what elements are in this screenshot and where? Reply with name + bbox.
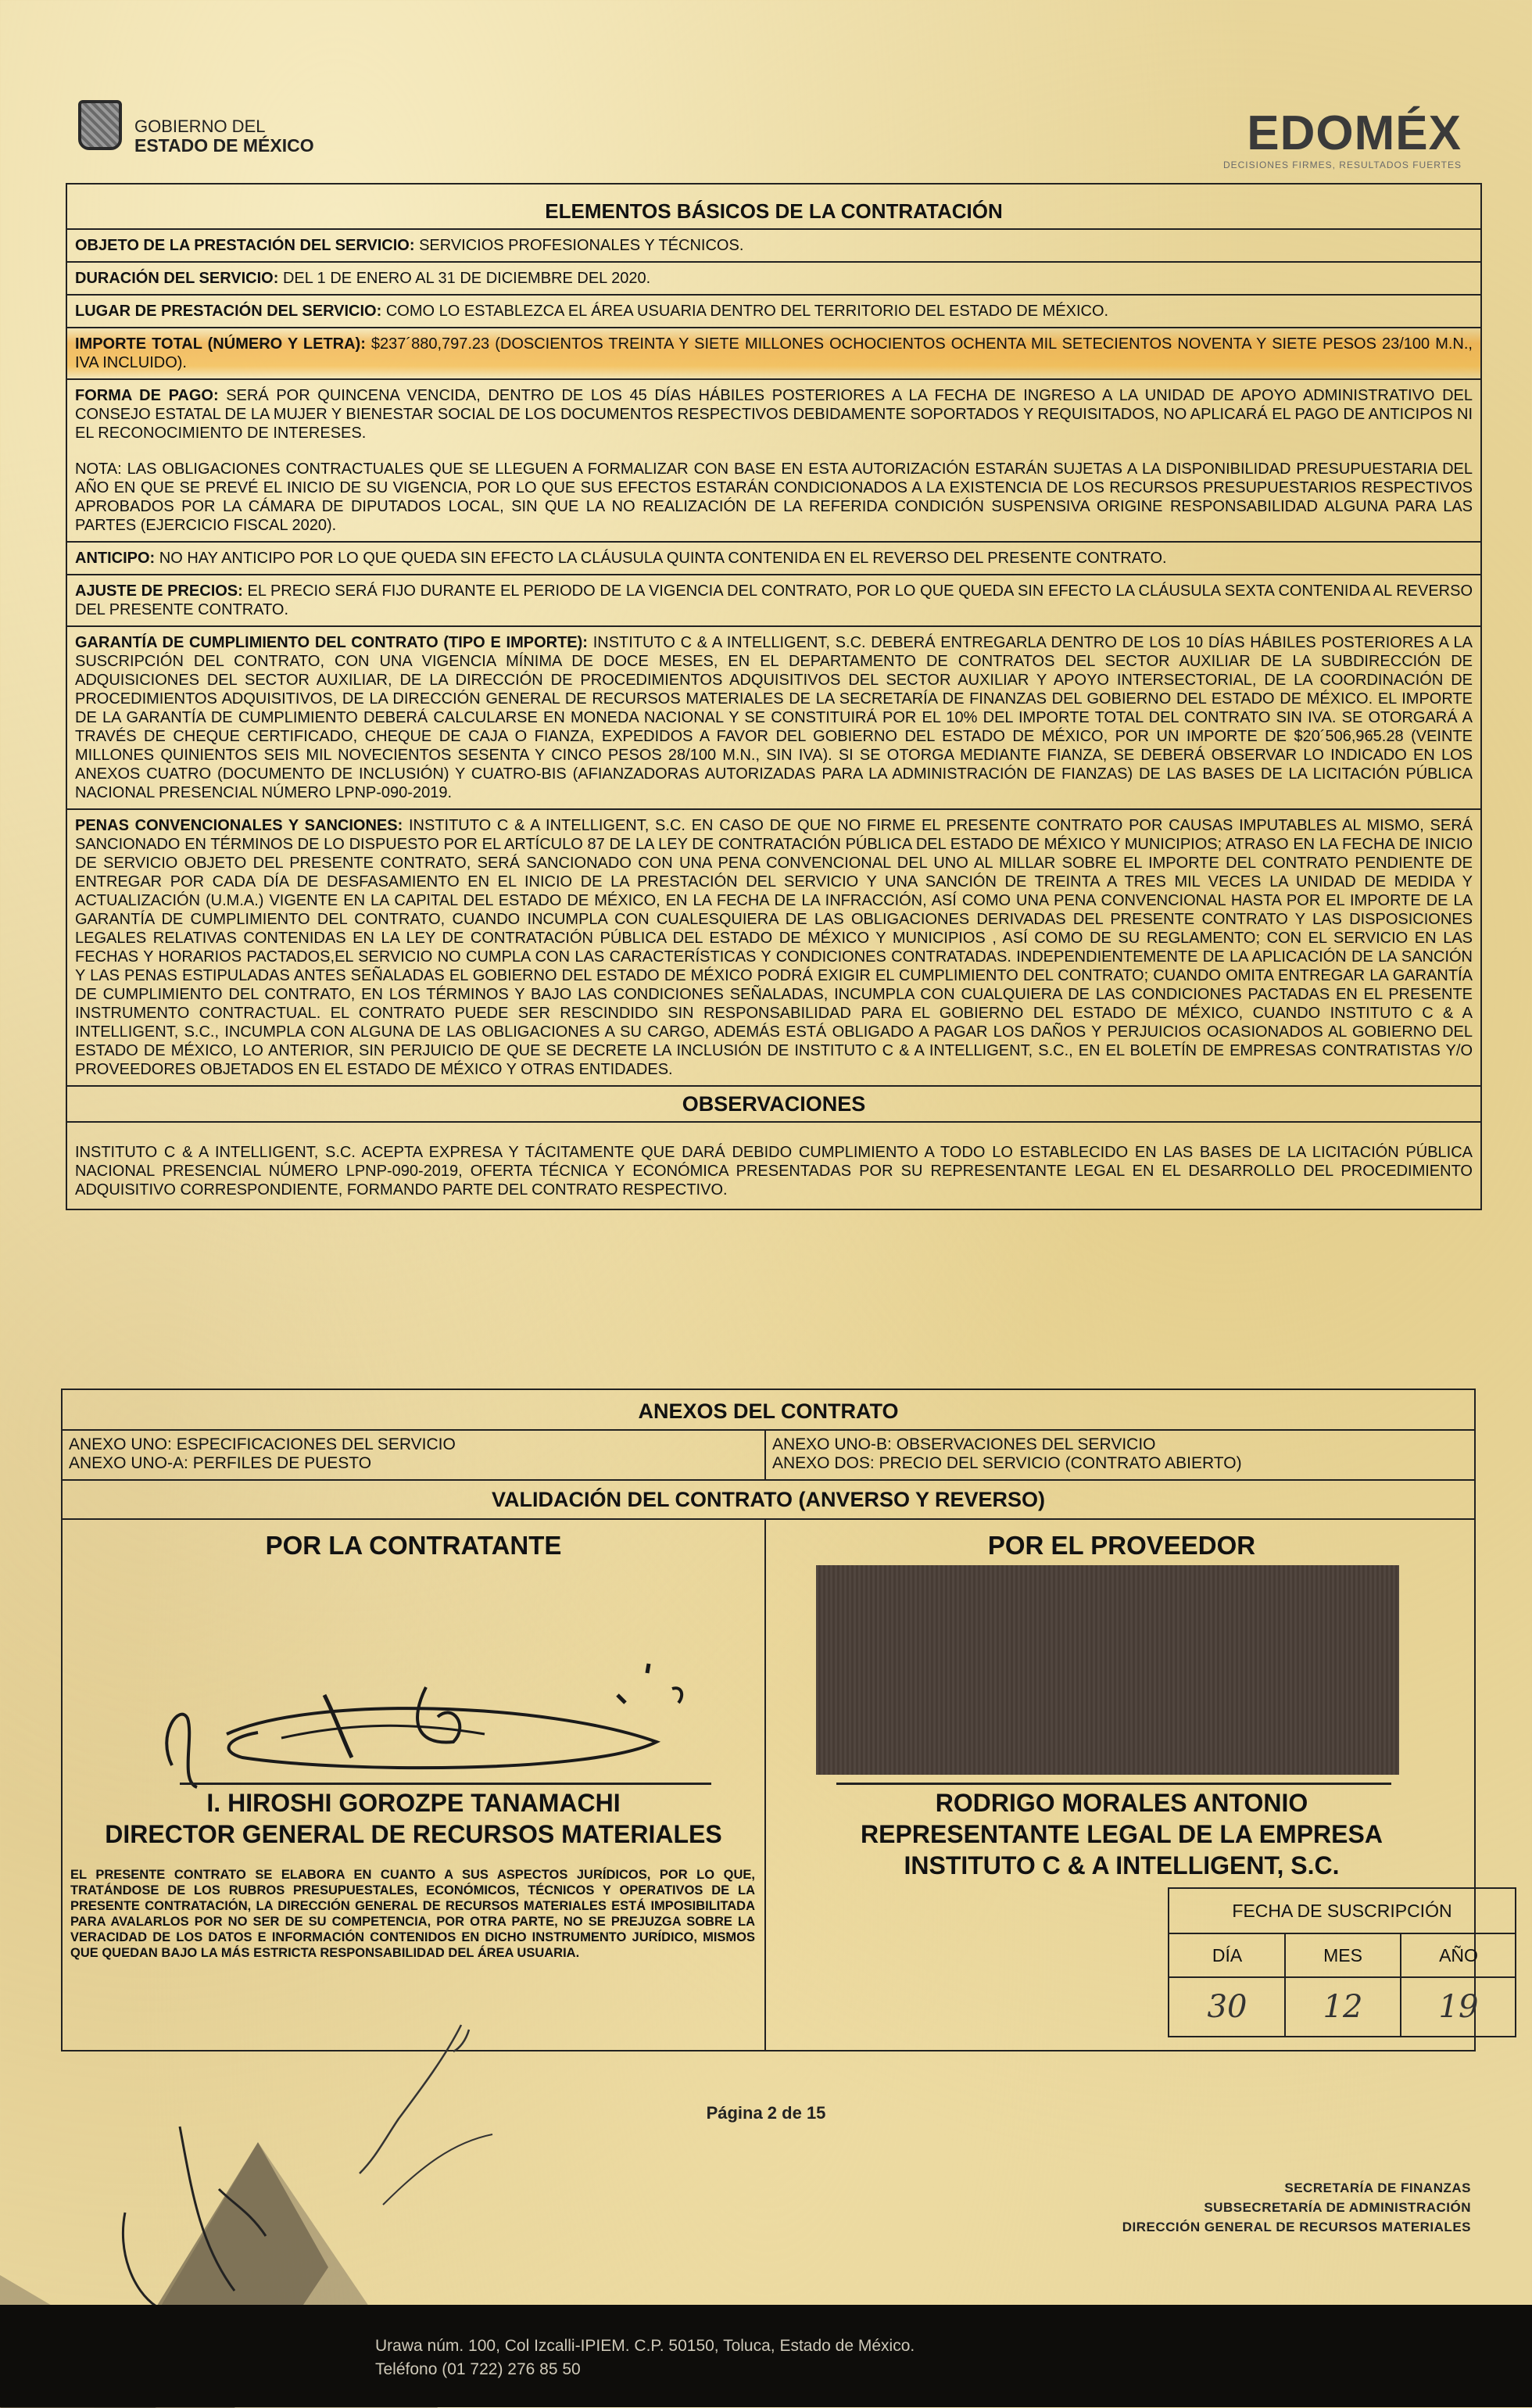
footer-address-block: [375, 2335, 915, 2381]
fecha-dia-header: DÍA: [1169, 1933, 1285, 1978]
page-number: Página 2 de 15: [706, 2103, 826, 2123]
proveedor-signatory: [766, 1787, 1477, 1881]
fecha-anio-header: AÑO: [1401, 1933, 1516, 1978]
contratante-name: I. HIROSHI GOROZPE TANAMACHI: [206, 1789, 621, 1817]
secretaria-line-2: SUBSECRETARÍA DE ADMINISTRACIÓN: [1204, 2200, 1471, 2215]
garantia-value: INSTITUTO C & A INTELLIGENT, S.C. DEBERÁ ENTREGARLA DENTRO DE LOS 10 DÍAS HÁBILES POSTERIORES A LA SUSCRIPCIÓN DEL CONTRATO, CON UNA VIGENCIA MÍNIMA DE DOCE MESES, EN EL DEPARTAMENTO DE CONTRATOS DEL SECTOR AUXILIAR DE LA SUBDIRECCIÓN DE ADQUISICIONES DEL SECTOR AUXILIAR, DE LA DIRECCIÓN DE PROCEDIMIENTOS ADQUISITIVOS DEL SECTOR AUXILIAR Y APOYO INTERSECTORIAL, DE LA COORDINACIÓN DE PROCEDIMIENTOS ADQUISITIVOS, DE LA DIRECCIÓN GENERAL DE RECURSOS MATERIALES DE LA SECRETARÍA DE FINANZAS DEL GOBIERNO DEL ESTADO DE MÉXICO. EL IMPORTE DE LA GARANTÍA DE CUMPLIMIENTO DEBERÁ CALCULARSE EN MONEDA NACIONAL Y SE CONSTITUIRÁ POR EL 10% DEL IMPORTE TOTAL DEL CONTRATO SIN IVA. SE OTORGARÁ A TRAVÉS DE CHEQUE CERTIFICADO, CHEQUE DE CAJA O FIANZA, EXPEDIDOS A FAVOR DEL GOBIERNO DEL ESTADO DE MÉXICO, POR UN IMPORTE DE $20´506,965.28 (VEINTE MILLONES QUINIENTOS SEIS MIL NOVECIENTOS SESENTA Y CINCO PESOS 28/100 M.N., SIN IVA). SI SE OTORGA MEDIANTE FIANZA, SE DEBERÁ OBSERVAR LO INDICADO EN LOS ANEXOS CUATRO (DOCUMENTO DE INCLUSIÓN) Y CUATRO-BIS (AFIANZADORAS AUTORIZADAS PARA LA ADMINISTRACIÓN DE FIANZAS) DE LAS BASES DE LA LICITACIÓN PÚBLICA NACIONAL PRESENCIAL NÚMERO LPNP-090-2019.: [75, 634, 1473, 801]
government-seal-icon: [78, 100, 122, 150]
importe-row: [67, 328, 1480, 380]
signature-line-proveedor: [836, 1783, 1391, 1785]
anexos-list: [63, 1429, 1474, 1481]
anticipo-row: [67, 543, 1480, 575]
lugar-value: COMO LO ESTABLEZCA EL ÁREA USUARIA DENTRO DEL TERRITORIO DEL ESTADO DE MÉXICO.: [381, 303, 1109, 320]
anticipo-label: ANTICIPO:: [75, 550, 156, 567]
anexos-title: ANEXOS DEL CONTRATO: [63, 1390, 1474, 1431]
anexo-item: ANEXO UNO: ESPECIFICACIONES DEL SERVICIO: [69, 1435, 456, 1453]
por-el-proveedor-label: POR EL PROVEEDOR: [987, 1531, 1256, 1560]
legal-disclaimer: EL PRESENTE CONTRATO SE ELABORA EN CUANTO A SUS ASPECTOS JURÍDICOS, POR LO QUE, TRATÁNDOSE DE LOS RUBROS PRESUPUESTALES, ECONÓMICOS, TÉCNICOS Y OPERATIVOS DE LA PRESENTE CONTRATACIÓN, LA DIRECCIÓN GENERAL DE RECURSOS MATERIALES ESTÁ IMPOSIBILITADA PARA AVALARLOS POR NO SER DE SU COMPETENCIA, POR OTRA PARTE, NO SE PREJUZGA SOBRE LA VERACIDAD DE LOS DATOS E INFORMACIÓN CONTENIDOS EN DICHO INSTRUMENTO JURÍDICO, MISMOS QUE QUEDAN BAJO LA MÁS ESTRICTA RESPONSABILIDAD DEL ÁREA USUARIA.: [70, 1868, 755, 1960]
duracion-row: [67, 263, 1480, 296]
handwritten-signature-icon: [156, 1648, 719, 1804]
edomex-slogan: DECISIONES FIRMES, RESULTADOS FUERTES: [1222, 159, 1462, 170]
secretaria-line-1: SECRETARÍA DE FINANZAS: [1284, 2180, 1471, 2195]
gov-line-1: GOBIERNO DEL: [134, 116, 266, 136]
penas-row: [67, 810, 1480, 1087]
garantia-label: GARANTÍA DE CUMPLIMIENTO DEL CONTRATO (TIPO E IMPORTE):: [75, 634, 588, 651]
fecha-suscripcion-box: [1168, 1887, 1516, 2037]
observaciones-text: INSTITUTO C & A INTELLIGENT, S.C. ACEPTA EXPRESA Y TÁCITAMENTE QUE DARÁ DEBIDO CUMPLIMIENTO A TODO LO ESTABLECIDO EN LAS BASES DE LA LICITACIÓN PÚBLICA NACIONAL PRESENCIAL NÚMERO LPNP-090-2019, OFERTA TÉCNICA Y ECONÓMICA PRESENTADAS POR SU REPRESENTANTE LEGAL EN EL DESARROLLO DEL PROCEDIMIENTO ADQUISITIVO CORRESPONDIENTE, FORMANDO PARTE DEL CONTRATO RESPECTIVO.: [75, 1144, 1473, 1199]
signature-line-contratante: [180, 1783, 711, 1785]
anexo-item: ANEXO UNO-A: PERFILES DE PUESTO: [69, 1454, 372, 1472]
ajuste-value: EL PRECIO SERÁ FIJO DURANTE EL PERIODO DE LA VIGENCIA DEL CONTRATO, POR LO QUE QUEDA SIN EFECTO LA CLÁUSULA SEXTA CONTENIDA AL REVERSO DEL PRESENTE CONTRATO.: [75, 582, 1473, 618]
importe-label: IMPORTE TOTAL (NÚMERO Y LETRA):: [75, 335, 366, 353]
fecha-anio-value: 19: [1438, 1989, 1479, 2025]
fecha-mes-header: MES: [1285, 1933, 1401, 1978]
secretaria-block: [1122, 2178, 1471, 2237]
footer-address: Urawa núm. 100, Col Izcalli-IPIEM. C.P. 50150, Toluca, Estado de México.: [375, 2337, 915, 2355]
lugar-row: [67, 296, 1480, 328]
anticipo-value: NO HAY ANTICIPO POR LO QUE QUEDA SIN EFECTO LA CLÁUSULA QUINTA CONTENIDA EN EL REVERSO DEL PRESENTE CONTRATO.: [155, 550, 1167, 567]
redacted-signature-block: [816, 1565, 1399, 1775]
objeto-label: OBJETO DE LA PRESTACIÓN DEL SERVICIO:: [75, 237, 415, 254]
ajuste-label: AJUSTE DE PRECIOS:: [75, 582, 243, 600]
gov-line-2: ESTADO DE MÉXICO: [134, 135, 314, 156]
anexo-item: ANEXO DOS: PRECIO DEL SERVICIO (CONTRATO ABIERTO): [772, 1454, 1242, 1472]
duracion-label: DURACIÓN DEL SERVICIO:: [75, 270, 279, 287]
importe-value: $237´880,797.23 (DOSCIENTOS TREINTA Y SIETE MILLONES OCHOCIENTOS OCHENTA MIL SETECIENTOS NOVENTA Y SIETE PESOS 23/100 M.N., IVA INCLUIDO).: [75, 335, 1473, 371]
signature-divider: [764, 1518, 766, 2050]
anexos-left-column: [69, 1435, 764, 1473]
forma-label: FORMA DE PAGO:: [75, 387, 219, 404]
proveedor-title-1: REPRESENTANTE LEGAL DE LA EMPRESA: [861, 1820, 1383, 1848]
footer-phone: Teléfono (01 722) 276 85 50: [375, 2360, 581, 2378]
fecha-title: FECHA DE SUSCRIPCIÓN: [1169, 1889, 1515, 1934]
fecha-dia-value: 30: [1207, 1989, 1247, 2025]
forma-pago-row: [67, 380, 1480, 543]
penas-value: INSTITUTO C & A INTELLIGENT, S.C. EN CASO DE QUE NO FIRME EL PRESENTE CONTRATO POR CAUSAS IMPUTABLES AL MISMO, SERÁ SANCIONADO EN TÉRMINOS DE LO DISPUESTO POR EL ARTÍCULO 87 DE LA LEY DE CONTRATACIÓN PÚBLICA DEL ESTADO DE MÉXICO Y MUNICIPIOS; ATRASO EN LA FECHA DE INICIO DE SERVICIO OBJETO DEL PRESENTE CONTRATO, SERÁ SANCIONADO CON UNA PENA CONVENCIONAL DEL UNO AL MILLAR SOBRE EL IMPORTE DEL CONTRATO PENDIENTE DE ENTREGAR POR CADA DÍA DE DESFASAMIENTO EN EL INICIO DE LA PRESTACIÓN DEL SERVICIO Y UNA SANCIÓN DE TREINTA A TRES MIL VECES LA UNIDAD DE MEDIDA Y ACTUALIZACIÓN (U.M.A.) VIGENTE EN LA CAPITAL DEL ESTADO DE MÉXICO, EN LA FECHA DE LA INFRACCIÓN, ASÍ COMO UNA PENA CONVENCIONAL HASTA POR EL IMPORTE DE LA GARANTÍA DE CUMPLIMIENTO DEL CONTRATO, CUANDO INCUMPLA CON CUALESQUIERA DE LAS OBLIGACIONES DERIVADAS DEL PRESENTE CONTRATO Y LAS DISPOSICIONES LEGALES RELATIVAS CONTENIDAS EN LA LEY DE CONTRATACIÓN PÚBLICA DEL ESTADO DE MÉXICO Y MUNICIPIOS , ASÍ COMO DE SU REGLAMENTO; CON EL SERVICIO EN LAS FECHAS Y HORARIOS PACTADOS,EL SERVICIO NO CUMPLA CON LAS CARACTERÍSTICAS Y CONDICIONES CONTRATADAS. INDEPENDIENTEMENTE DE LA APLICACIÓN DE LA SANCIÓN Y LAS PENAS ESTIPULADAS ANTES SEÑALADAS EL GOBIERNO DEL ESTADO DE MÉXICO PODRÁ EXIGIR EL CUMPLIMIENTO DEL CONTRATO; CUANDO OMITA ENTREGAR LA GARANTÍA DE CUMPLIMIENTO DEL CONTRATO, EN LOS TÉRMINOS Y BAJO LAS CONDICIONES SEÑALADAS, INCUMPLA CON CUALQUIERA DE LAS CONDICIONES PACTADAS EN EL PRESENTE INSTRUMENTO CONTRACTUAL. EL CONTRATO PUEDE SER RESCINDIDO SIN RESPONSABILIDAD PARA EL GOBIERNO DEL ESTADO DE MÉXICO, CUANDO INSTITUTO C & A INTELLIGENT, S.C., INCUMPLA CON ALGUNA DE LAS OBLIGACIONES A SU CARGO, ADEMÁS ESTÁ OBLIGADO A PAGAR LOS DAÑOS Y PERJUICIOS OCASIONADOS AL GOBIERNO DEL ESTADO DE MÉXICO, LO ANTERIOR, SIN PERJUICIO DE QUE SE DECRETE LA INCLUSIÓN DE INSTITUTO C & A INTELLIGENT, S.C., EN EL BOLETÍN DE EMPRESAS CONTRATISTAS Y/O PROVEEDORES OBJETADOS EN EL ESTADO DE MÉXICO Y OTRAS ENTIDADES.: [75, 817, 1473, 1078]
fecha-mes-value: 12: [1323, 1989, 1363, 2025]
proveedor-title-2: INSTITUTO C & A INTELLIGENT, S.C.: [904, 1851, 1340, 1879]
ajuste-row: [67, 575, 1480, 627]
observaciones-title: OBSERVACIONES: [67, 1087, 1480, 1123]
proveedor-name: RODRIGO MORALES ANTONIO: [935, 1789, 1308, 1817]
forma-value: SERÁ POR QUINCENA VENCIDA, DENTRO DE LOS 45 DÍAS HÁBILES POSTERIORES A LA FECHA DE INGRESO A LA UNIDAD DE APOYO ADMINISTRATIVO DEL CONSEJO ESTATAL DE LA MUJER Y BIENESTAR SOCIAL DE LOS DOCUMENTOS RESPECTIVOS DEBIDAMENTE SOPORTADOS Y REQUISITADOS, NO APLICARÁ EL PAGO DE ANTICIPOS NI EL RECONOCIMIENTO DE INTERESES.: [75, 387, 1473, 442]
elementos-title: ELEMENTOS BÁSICOS DE LA CONTRATACIÓN: [67, 185, 1480, 230]
contratante-title: DIRECTOR GENERAL DE RECURSOS MATERIALES: [105, 1820, 722, 1848]
edomex-logo: [1222, 106, 1462, 170]
contratante-signatory: [63, 1787, 764, 1850]
duracion-value: DEL 1 DE ENERO AL 31 DE DICIEMBRE DEL 2020.: [278, 270, 651, 287]
penas-label: PENAS CONVENCIONALES Y SANCIONES:: [75, 817, 403, 834]
validacion-title: VALIDACIÓN DEL CONTRATO (ANVERSO Y REVERSO): [63, 1479, 1474, 1520]
anexos-right-column: [772, 1435, 1468, 1473]
edomex-brand: EDOMÉX: [1247, 106, 1462, 160]
lugar-label: LUGAR DE PRESTACIÓN DEL SERVICIO:: [75, 303, 382, 320]
anexos-divider: [764, 1429, 766, 1479]
garantia-row: [67, 627, 1480, 810]
objeto-row: [67, 230, 1480, 263]
anexos-validacion-table: [61, 1389, 1479, 2051]
government-logo-text: [134, 117, 314, 155]
objeto-value: SERVICIOS PROFESIONALES Y TÉCNICOS.: [414, 237, 744, 254]
nota-text: NOTA: LAS OBLIGACIONES CONTRACTUALES QUE SE LLEGUEN A FORMALIZAR CON BASE EN ESTA AUTORIZACIÓN ESTARÁN SUJETAS A LA DISPONIBILIDAD PRESUPUESTARIA DEL AÑO EN QUE SE PREVÉ EL INICIO DE SU VIGENCIA, POR LO QUE SUS EFECTOS ESTARÁN CONDICIONADOS A LA EXISTENCIA DE LOS RECURSOS PRESUPUESTARIOS RESPECTIVOS APROBADOS POR LA CÁMARA DE DIPUTADOS LOCAL, SIN QUE LA NO REALIZACIÓN DE LA REFERIDA CONDICIÓN SUSPENSIVA ORIGINE RESPONSABILIDAD ALGUNA PARA LAS PARTES (EJERCICIO FISCAL 2020).: [75, 460, 1473, 534]
secretaria-line-3: DIRECCIÓN GENERAL DE RECURSOS MATERIALES: [1122, 2220, 1471, 2234]
elementos-basicos-table: [66, 183, 1482, 1210]
por-la-contratante-label: POR LA CONTRATANTE: [265, 1531, 562, 1560]
anexo-item: ANEXO UNO-B: OBSERVACIONES DEL SERVICIO: [772, 1435, 1156, 1453]
